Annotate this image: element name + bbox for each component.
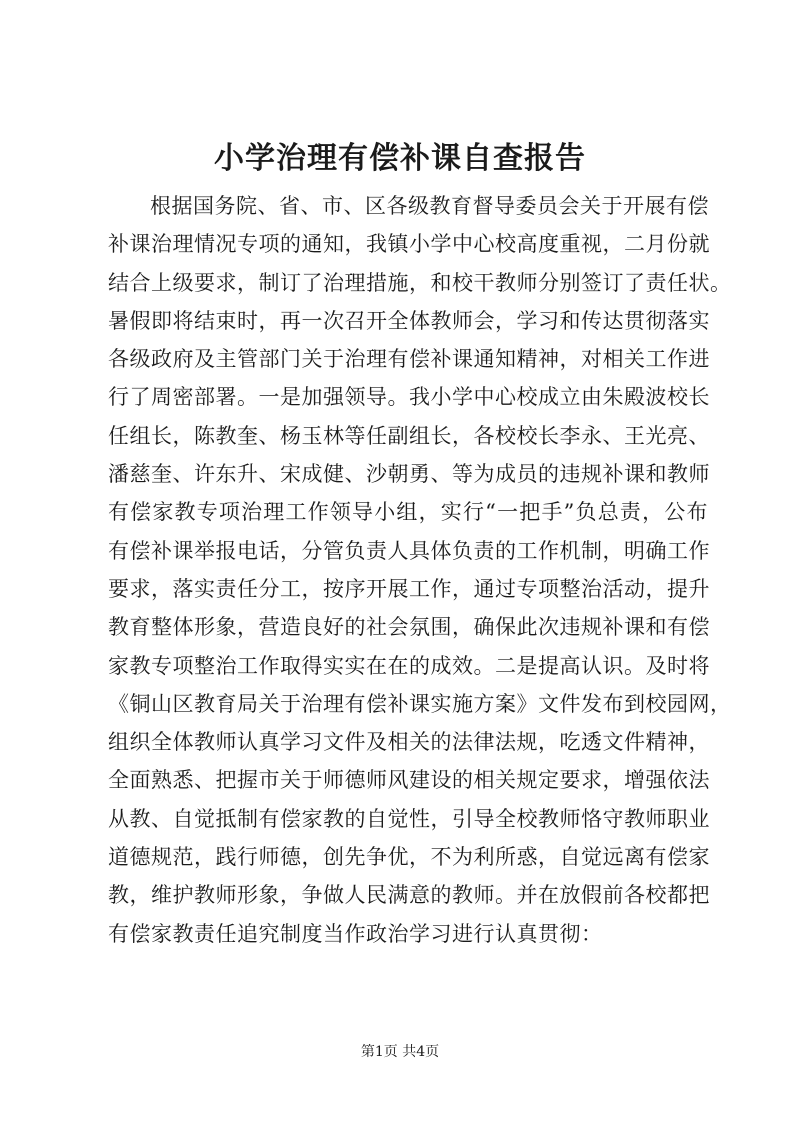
paragraph-line: 补课治理情况专项的通知，我镇小学中心校高度重视，二月份就	[108, 232, 710, 257]
paragraph-line: 行了周密部署。一是加强领导。我小学中心校成立由朱殿波校长	[108, 385, 710, 410]
paragraph-line: 要求，落实责任分工，按序开展工作，通过专项整治活动，提升	[108, 576, 710, 601]
document-title: 小学治理有偿补课自查报告	[214, 141, 586, 176]
paragraph-line: 各级政府及主管部门关于治理有偿补课通知精神，对相关工作进	[108, 347, 710, 372]
paragraph-line: 有偿家教专项治理工作领导小组，实行“一把手”负总责，公布	[108, 500, 708, 525]
document-body	[108, 187, 732, 953]
paragraph-line: 家教专项整治工作取得实实在在的成效。二是提高认识。及时将	[108, 653, 710, 678]
paragraph-line: 全面熟悉、把握市关于师德师风建设的相关规定要求，增强依法	[108, 768, 710, 793]
page-number: 第1页 共4页	[360, 1044, 440, 1060]
paragraph-line: 《铜山区教育局关于治理有偿补课实施方案》文件发布到校园网，	[108, 691, 732, 716]
paragraph-line: 根据国务院、省、市、区各级教育督导委员会关于开展有偿	[150, 194, 709, 218]
paragraph-line: 组织全体教师认真学习文件及相关的法律法规，吃透文件精神，	[108, 730, 710, 755]
paragraph-line: 有偿家教责任追究制度当作政治学习进行认真贯彻：	[108, 921, 603, 946]
paragraph-line: 教，维护教师形象，争做人民满意的教师。并在放假前各校都把	[108, 883, 710, 908]
paragraph-line: 潘慈奎、许东升、宋成健、沙朝勇、等为成员的违规补课和教师	[108, 462, 710, 487]
paragraph-line: 暑假即将结束时，再一次召开全体教师会，学习和传达贯彻落实	[108, 308, 710, 333]
paragraph-line: 任组长，陈教奎、杨玉林等任副组长，各校校长李永、王光亮、	[108, 423, 710, 448]
paragraph-line: 教育整体形象，营造良好的社会氛围，确保此次违规补课和有偿	[108, 615, 710, 640]
paragraph-line: 从教、自觉抵制有偿家教的自觉性，引导全校教师恪守教师职业	[108, 806, 710, 831]
paragraph-line: 道德规范，践行师德，创先争优，不为利所惑，自觉远离有偿家	[108, 845, 710, 870]
paragraph-line: 有偿补课举报电话，分管负责人具体负责的工作机制，明确工作	[108, 538, 710, 563]
paragraph-line: 结合上级要求，制订了治理措施，和校干教师分别签订了责任状。	[108, 270, 732, 295]
